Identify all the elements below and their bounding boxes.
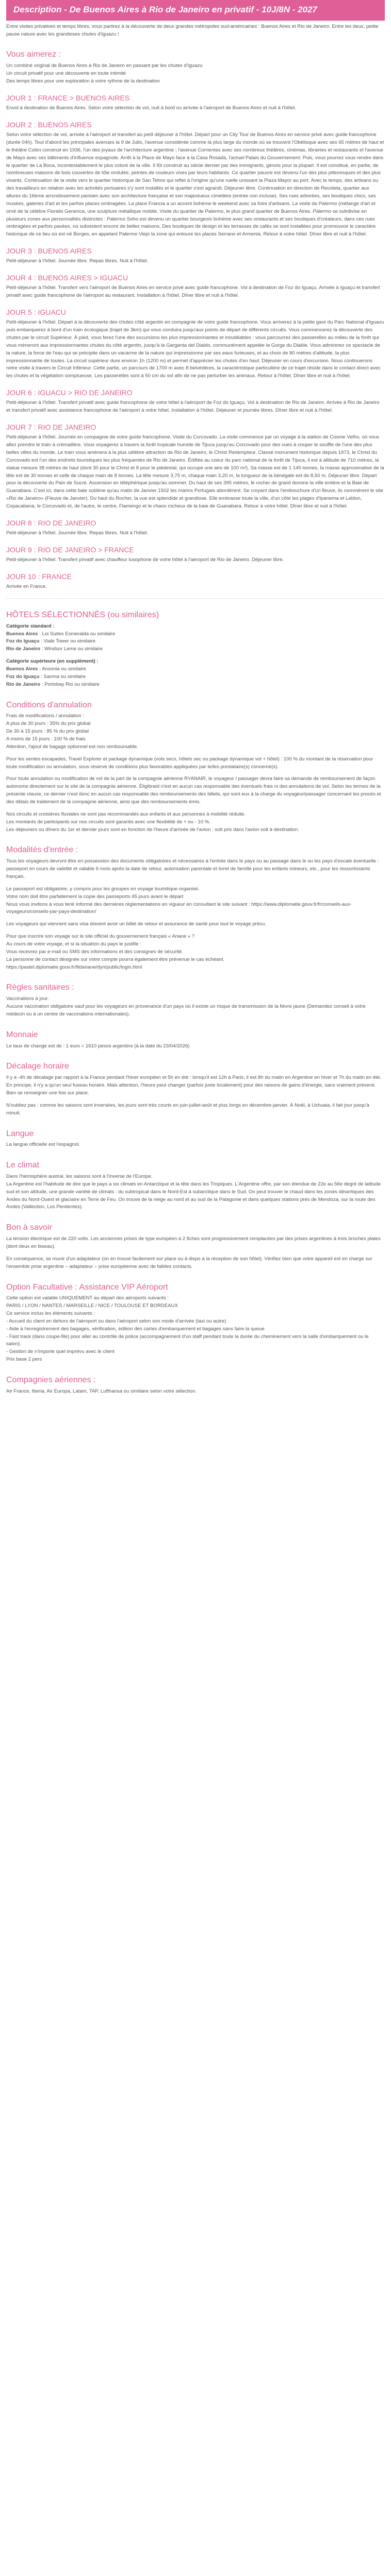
- day-text: Petit-déjeuner à l'hôtel. Transfert vers l'aéroport de Buenos Aires en service privé avec guide francophone. Vol à destination de Foz do Iguaçu. Arrivée à Iguaçu et transfert privatif avec guide francophone de l'aéroport au restaurant. Installation à l'hôtel. Dîner libre et nuit à l'hôtel.: [6, 285, 380, 299]
- day-text: Petit-déjeuner à l'hôtel. Journée en compagnie de votre guide francophone. Visite du Corcovado. La visite commence par un voyage à la station de Cosme Velho, où vous allez prendre le train à crémaillère. Vous voyagerez à travers la forêt tropicale humide de Tijuca jusqu'au Corcovado pour des vues à couper le souffle de l'une des plus belles villes du monde. Le train vous amènera à la plus célèbre attraction de Rio de Janeiro, le Christ Rédempteur. Classé monument historique depuis 1973, le Christ du Corcovado est l'un des endroits touristiques les plus fréquentés de Rio de Janeiro. Édifiée au coeur du parc national de la forêt de Tijuca, il est à altitude de 710 mètres, la statue mesure 38 mètres de haut (dont 30 pour le Christ et 8 pour le piédestal, qui occupe une aire de 100 m²). Sa masse est de 1 145 tonnes, la masse approximative de la tête est de 30 tonnes et celle de chaque main de 8 tonnes. La tête mesure 3,75 m, chaque main 3,20 m, la longueur de la bénégale est de 8,50 m. Déjeuner libre. Départ pour la découverte du Pain de Sucre. Ascension en téléphérique jusqu'au sommet. Du haut de ses 395 mètres, le rocher de granit domine la ville entière et la Baie de Guanabara. C'est ici, dans cette baie sublime qu'au matin de Janvier 1502 les marins Portugais abordèrent. Se croyant dans l'embouchure d'un fleuve, ils nommèrent le site «Rio de Janeiro» (Fleuve de Janvier). Du haut du Rocher, la vue est splendide et grandiose. Elle embrasse toute la ville, d'un côté les plages d'Ipanema et Leblon, Copacabana, le Corcovado et, de l'autre, le centre, Flamengo et le chaos rocheux de la baie de Guanabara. Retour à votre hôtel. Dîner libre et nuit à l'hôtel.: [6, 434, 384, 509]
- hotel-row: Rio de Janeiro : Portobay Rio ou similaire: [6, 681, 100, 687]
- day-heading: JOUR 8 : RIO DE JANEIRO: [6, 518, 96, 527]
- divider: [6, 598, 385, 599]
- hotels-standard: [6, 623, 385, 653]
- day-heading: JOUR 10 : FRANCE: [6, 572, 72, 581]
- hotel-row: Rio de Janeiro : Windsor Leme ou similaire: [6, 646, 103, 652]
- formalites-text: Les voyageurs qui viennent sans visa doivent avoir un billet de retour et assurance de santé pour tout le voyage prévu.: [6, 921, 266, 927]
- hotel-name: Windsor Leme ou similaire: [44, 646, 103, 652]
- langue-text: La langue officielle est l'espagnol.: [6, 1142, 80, 1148]
- day-heading: JOUR 5 : IGUACU: [6, 308, 66, 317]
- hotel-name: Ansonia ou similaire: [41, 666, 86, 672]
- formalites-line: Pour que inscrire son voyage sur le site officiel du gouvernement français « Ariane » ?: [6, 934, 195, 940]
- formalites-line: Le passeport est obligatoire, y compris pour les groupes en voyage touristique organisé.: [6, 886, 200, 892]
- vous-aimerez-item: Des temps libres pour une exploration à votre rythme de la destination: [6, 78, 160, 84]
- hotel-name: Viale Tower ou similaire: [43, 638, 95, 645]
- page-title: Description - De Buenos Aires à Rio de Janeiro en privatif - 10J/8N - 2027: [6, 0, 385, 21]
- itinerary: [6, 93, 385, 591]
- monnaie-heading: Monnaie: [6, 1030, 38, 1039]
- option-item: - Gestion de n'importe quel imprévu avec le client: [6, 1349, 115, 1355]
- day-text: Petit-déjeuner à l'hôtel. Journée libre. Repas libres. Nuit à l'hôtel.: [6, 530, 149, 536]
- day-heading: JOUR 4 : BUENOS AIRES > IGUACU: [6, 274, 128, 282]
- option-line: PARIS / LYON / NANTES / MARSEILLE / NICE / TOULOUSE ET BORDEAUX: [6, 1303, 178, 1309]
- climat-heading: Le climat: [6, 1161, 40, 1170]
- hotel-city: Foz do Iguaçu: [6, 673, 40, 680]
- vous-aimerez-list: [6, 62, 385, 86]
- hotel-city: Foz do Iguaçu: [6, 638, 40, 645]
- option-line: Ce service inclus les éléments suivants :: [6, 1311, 95, 1317]
- bon-a-savoir-text: La tension électrique est de 220 volts. Les anciennes prises de type européen à 2 fiches sont progressivement remplacées par des prises argentines à trois broches plates (dont deux en biseau).: [6, 1236, 381, 1249]
- decalage-text: Il y a -4h de décalage par rapport à la France pendant l'hiver européen et 5h en été : lorsqu'il est 12h à Paris, il est 8h du matin en Argentine en hiver et 7h du matin en été. En principe, il n'y a qu'un seul fuseau horaire. Mais attention, l'heure peut changer (parfois juste localement) pour des raisons de gains d'énergie, sans vraiment prévenir. Bien se renseigner une fois sur place.: [6, 1075, 381, 1096]
- option-price: Prix base 2 pers: [6, 1357, 42, 1363]
- option-text: [6, 1295, 385, 1364]
- vous-aimerez-item: Un circuit privatif pour une découverte en toute intimité: [6, 71, 126, 77]
- hotel-name: Portobay Rio ou similaire: [44, 681, 100, 687]
- option-heading: Option Facultative : Assistance VIP Aéroport: [6, 1282, 168, 1292]
- day-heading: JOUR 1 : FRANCE > BUENOS AIRES: [6, 93, 130, 102]
- conditions-line: Les montants de participants sur nos circuits sont garantis avec une flexibilité de + ou - 10 %.: [6, 819, 210, 825]
- hotel-row: Foz do Iguaçu : Viale Tower ou similaire: [6, 638, 95, 645]
- hotel-name: Loi Suites Esmeralda ou similaire: [42, 631, 116, 637]
- conditions-line: Les déjeuners ou dîners du 1er et dernier jours sont en fonction de l'heure d'arrivée de l'avion : soit pris dans l'avion soit à destination.: [6, 826, 299, 833]
- formalites-heading: Modalités d'entrée :: [6, 845, 78, 855]
- formalites-text: Tous les voyageurs devront être en possession des documents obligatoires et nécessaires à l'entrée dans le pays ou au passage dans le ou les pays d'escale éventuelle : passeport en cours de validité et valable 6 mois après la date de retour, autorisation parentale et livret de famille pour les enfants mineurs, etc., pour les ressortissants français.: [6, 858, 379, 879]
- fee-item: A moins de 15 jours : 100 % de frais: [6, 736, 86, 742]
- climat-line: La Argentine est l'habitude de dire que le pays a six climats en Antarctique et la tête dans les Tropiques. L'Argentine offre, par son étendue de 22e au 56e degré de latitude sud et son altitude, une grande variété de climats : du subtropical dans le Nord-Est à subarctique dans le Sud. On peut trouver le chaud dans les zones désertiques des Andes du Nord-Ouest et glaciaire en Terre de Feu. On trouve de la neige au nord et au sud de la Patagonie et dans quelques stations près de Mendoza, sur la route des Andes (Valleciton, Los Penitentes).: [6, 1181, 381, 1210]
- hotel-row: Foz do Iguaçu : Sanma ou similaire: [6, 673, 86, 680]
- option-line: Cette option est valable UNIQUEMENT au départ des aéroports suivants :: [6, 1295, 169, 1301]
- hotel-row: Buenos Aires : Ansonia ou similaire: [6, 666, 86, 672]
- formalites-line: La personne de contact désignée sur votre compte pourra également être prévenue le cas échéant.: [6, 956, 224, 962]
- fees-intro: Frais de modifications / annulation :: [6, 713, 84, 719]
- formalites-notes: [6, 886, 385, 916]
- hotel-row: Buenos Aires : Loi Suites Esmeralda ou similaire: [6, 631, 116, 637]
- option-item: - Fast track (dans coupe-file) pour aller au contrôle de police (accompagnement d'un staff pendant toute la durée du cheminement vers la salle d'embarquement ou le salon).: [6, 1333, 369, 1347]
- hotels-superior: [6, 658, 385, 688]
- day-text: Selon votre sélection de vol, arrivée à l'aéroport et transfert au petit déjeuner à l'hôtel. Départ pour un City Tour de Buenos Aires en service privé avec guide francophone (durée 04h). Tout d'abord les principales avenues la 9 de Julio, l'avenue considérée comme la plus large du monde où se trouvent l'Obélisque avec ses 65 mètres de haut et le théâtre Colón construit en 1936, l'un des joyaux de l'architecture argentine ; l'avenue Corrientes avec ses nombreux théâtres, cinémas, librairies et restaurants et l'avenue de Mayo avec ses bâtiments d'influence espagnole. Arrêt à la Place de Mayo face à la Casa Rosada, l'actuel Palais du Gouvernement. Puis, vous pourrez vous rendre dans le quartier de La Boca, incontestablement le plus coloré de la ville. Il fût construit au siècle dernier par des immigrants, génois pour la plupart. Il est constitué, en partie, de nombreuses maisons de bois couvertes de tôle ondulée, peintes de couleurs vives par leurs habitants. Ce quartier pauvre est devenu l'un des plus pittoresques et des plus vivants. Continuation de la visite vers le quartier historique de San Telmo qui reflet à l'origine qu'une ruelle unissant la Plaza Mayor au port. Avec le temps, des artisans ou des travailleurs en relation avec les activités portuaires s'y sont installés et le quartier s'est agrandi. Déjeuner libre. Continuation en direction de Recoleta, quartier aux allures du 16ème arrondissement parisien avec son architecture française et son majestueux cimetière (entrée non incluse). Ses rues arborées, ses boutiques chics, ses musées, galeries d'art et les parfois places ombragées. La place Francia a un accent bohème le weekend avec sa foire d'artisans. La visite de Palermo (mélange d'art et orné de la célèbre Floralis Generica, une sculpture métallique mobile. Visite du quartier de Palermo, le plus grand quartier de Buenos Aires. Palermo se subdivise en plusieurs zones aux personnalités distinctes : Palermo Soho est devenu un quartier bourgeois bohème avec ses restaurants et ses boutiques d'créateurs, dans ces rues ombragées et parfois pavées, où subsistent encore de belles maisons. Des boutiques de design et les terrasses de cafés se sont installées pour promouvoir le caractère historique de ce lieu où est né Borges, en appelant Palermo Viejo la zone qui entoure les places Serrano et Armenia. Retour à votre hôtel. Dîner libre et nuit à l'hôtel.: [6, 132, 384, 238]
- compagnies-heading: Compagnies aériennes :: [6, 1376, 96, 1385]
- hotel-city: Buenos Aires: [6, 666, 38, 672]
- formalites-line: Au cours de votre voyage, et si la situation du pays le justifie :: [6, 941, 141, 947]
- day-text: Petit-déjeuner à l'hôtel. Transfert privatif avec guide francophone de votre hôtel à l'aéroport de Foz do Iguaçu. Vol à destination de Rio de Janeiro. Arrivée à Rio de Janeiro et transfert privatif avec assistance francophone de l'aéroport à votre hôtel. Installation à l'hôtel. Déjeuner et journée libres. Dîner libre et nuit à l'hôtel.: [6, 400, 380, 414]
- langue-heading: Langue: [6, 1129, 34, 1138]
- climat-line: Dans l'hémisphère austral, les saisons sont à l'inverse de l'Europe.: [6, 1173, 153, 1179]
- formalites-line: Nous vous invitons à vous tenir informé des dernières réglementations en vigueur en consultant le site suivant : https://www.diplomatie.gouv.fr/fr/conseils-aux-voyageurs/conseils-par-pays-destination/: [6, 901, 352, 915]
- hotel-city: Buenos Aires: [6, 631, 38, 637]
- formalites-line: Vous recevrez par e-mail ou SMS des informations et des consignes de sécurité.: [6, 948, 183, 955]
- ariane-link[interactable]: https://pastel.diplomatie.gouv.fr/fildariane/dyn/public/login.html: [6, 964, 142, 970]
- conditions-notes: [6, 811, 385, 834]
- day-text: Petit-déjeuner à l'hôtel. Transfert privatif avec chauffeur lusophone de votre hôtel à l'aéroport de Rio de Janeiro. Déjeuner libre.: [6, 557, 284, 563]
- day-heading: JOUR 2 : BUENOS AIRES: [6, 120, 92, 129]
- day-text: Arrivée en France.: [6, 584, 47, 590]
- fees-note: Attention, l'ajout de bagage optionnel est non remboursable.: [6, 743, 138, 750]
- vous-aimerez-item: Un combiné original de Buenos Aires à Rio de Janeiro en passant par les chutes d'Iguazu: [6, 63, 203, 69]
- fee-item: A plus de 30 jours : 35% du prix global: [6, 721, 91, 727]
- hotels-heading: HÔTELS SÉLECTIONNÉS (ou similaires): [6, 610, 159, 619]
- hotel-city: Rio de Janeiro: [6, 681, 41, 687]
- day-heading: JOUR 9 : RIO DE JANEIRO > FRANCE: [6, 545, 134, 554]
- day-text: Petit-déjeuner à l'hôtel. Journée libre. Repas libres. Nuit à l'hôtel.: [6, 258, 149, 264]
- monnaie-text: Le taux de change est de : 1 euro = 1610 pesos argentins (à la date du 23/04/2026): [6, 1043, 190, 1049]
- conditions-text: Pour toute annulation ou modification de vol de la part de la compagnie aérienne RYANAIR, le voyageur / passager devra faire sa demande de remboursement de façon autonome directement sur le site de la compagnie aérienne. Éligibraid n'est en aucun cas responsable des éventuels frais ni des annulations de vol. Selon les termes de la présente clause, ce dernier n'est donc en aucun cas responsable des remboursements des billets, qui sont eux à la charge du voyageur/passager concernant les procès et des délais de traitement de la compagnie aérienne, ainsi que des remboursements émis.: [6, 776, 381, 805]
- bon-a-savoir-heading: Bon à savoir: [6, 1223, 52, 1232]
- formalites-line: Votre nom doit être parfaitement la copie des passeports 45 jours avant le départ: [6, 893, 184, 900]
- bon-a-savoir-text: En conséquence, se munir d'un adaptateur (on en trouve facilement sur place ou à dispo à la réception de son hôtel). Vérifiez bien que votre appareil est en charge sur l'ensemble prise argentine – adaptateur – prise européenne avec de faibles contacts.: [6, 1256, 372, 1269]
- conditions-text: Pour les ventes escapades, Travel Explorer et package dynamique (vols secs, hôtels sec ou package dynamique vol + hôtel) : 100 % du montant de la réservation pour toute modification ou annulation, sous réserve de conditions plus favorables appliquées par le/les prestataire(s) concerné(s).: [6, 756, 373, 770]
- day-heading: JOUR 3 : BUENOS AIRES: [6, 247, 92, 256]
- intro-text: Entre visites privatives et temps libres, vous partirez à la découverte de deux grandes métropoles sud-américaines : Buenos Aires et Rio de Janeiro. Entre les deux, petite pause nature avec les grandioses chutes d'Iguazu !: [6, 23, 379, 37]
- climat-text: [6, 1173, 385, 1211]
- day-heading: JOUR 6 : IGUACU > RIO DE JANEIRO: [6, 388, 133, 397]
- fee-item: De 30 à 15 jours : 85 % du prix global: [6, 728, 89, 735]
- sanitaires-line: Vaccinations à jour.: [6, 996, 49, 1002]
- day-heading: JOUR 7 : RIO DE JANEIRO: [6, 423, 96, 432]
- sanitaires-text: [6, 995, 385, 1019]
- conditions-line: Nos circuits et croisières fluviales ne sont pas recommandés aux enfants et aux personnes à mobilité réduite.: [6, 811, 246, 817]
- decalage-text: N'oubliez pas : comme les saisons sont inversées, les jours sont très courts en juin-juillet-août et plus longs en décembre-janvier. À Noël, à Ushuaia, il fait jour jusqu'à minuit.: [6, 1102, 369, 1116]
- day-text: Envol à destination de Buenos Aires. Selon votre sélection de vol, nuit à bord ou arrivée à l'aéroport de Buenos Aires et nuit à l'hôtel.: [6, 105, 297, 111]
- day-text: Petit-déjeuner à l'hôtel. Départ à la découverte des chutes côté argentin en compagnie de votre guide francophone. Vous arriverez à la petite gare du Parc National d'Iguazu puis embarquerez à bord d'un train écologique (trajet de 3km) qui vous conduira jusqu'aux points de départ de différents circuits. Vous commencerez la découverte des chutes par le circuit Supérieur. À pied, vous ferez l'une des excursions les plus impressionnantes et inoubliables : vous parcourrez des passerelles au milieu de la forêt qui vous mèneront aux impressionnantes chutes du côté argentin, jusqu'à la Garganta del Diablo, communément appelée la Gorge du Diable. Vous admirerez ce spectacle de la nature, la force de l'eau qui se précipite dans un vacarme de la nature qui impressionne par ses eaux furieuses, et au choix de 80 mètres d'altitude, la plus impressionnante de toutes. La circuit supérieur dure environ 1h (1200 m) et permet d'apprécier les chutes d'en haut. Déjeuner en cours d'excursion. Nous continuerons notre visite à travers le Circuit Inférieur. Cette partie, un parcours de 1700 m avec 8 belvédères, la caractéristique particulière de ce trajet réside dans le contact direct avec les chutes et la végétation somptueuse. Les passerelles sont à 50 cm du sol afin de ne pas perturber les animaux. Retour à l'hôtel. Dîner libre et nuit à l'hôtel.: [6, 319, 384, 379]
- conditions-fees: [6, 713, 385, 751]
- compagnies-text: Air France, Iberia, Air Europa, Latam, TAP, Lufthansa ou similaire selon votre sélection.: [6, 1388, 197, 1394]
- hotels-superior-label: Catégorie supérieure (en supplément) :: [6, 658, 99, 665]
- formalites-ariane: [6, 933, 385, 971]
- decalage-heading: Décalage horaire: [6, 1062, 69, 1071]
- hotel-name: Sanma ou similaire: [43, 673, 86, 680]
- sanitaires-heading: Règles sanitaires :: [6, 983, 74, 992]
- option-item: - Accueil du client en dehors de l'aéroport ou dans l'aéroport selon son mode d'arrivée (taxi ou autre): [6, 1318, 226, 1324]
- hotels-standard-label: Catégorie standard :: [6, 623, 55, 629]
- hotel-city: Rio de Janeiro: [6, 646, 41, 652]
- vous-aimerez-heading: Vous aimerez :: [6, 50, 61, 59]
- sanitaires-line: Aucune vaccination obligatoire sauf pour les voyageurs en provenance d'un pays où il existe un risque de transmission de la fièvre jaune (Demandez conseil à votre médecin ou à un centre de vaccinations internationales).: [6, 1004, 366, 1017]
- conditions-heading: Conditions d'annulation: [6, 700, 92, 709]
- option-item: - Aide à l'enregistrement des bagages, vérification, édition des cartes d'embarquement et bagages sans faire la queue: [6, 1326, 265, 1332]
